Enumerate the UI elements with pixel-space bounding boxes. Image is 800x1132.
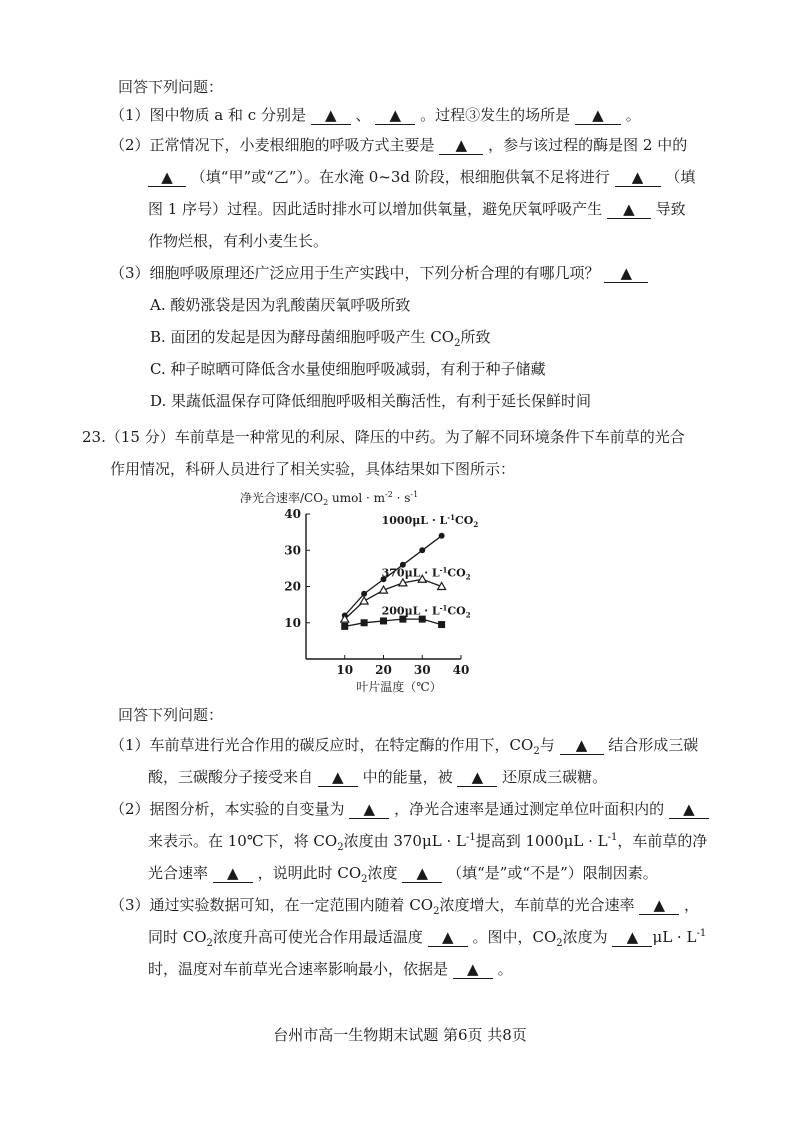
- q23-p1-text: 还原成三碳糖。: [502, 768, 608, 786]
- q22-p1-text-d: 。: [625, 106, 641, 124]
- q22-p1-text-c: 。过程③发生的场所是: [420, 106, 571, 124]
- q23-p2-text: 浓度由 370μL · L: [343, 832, 466, 850]
- answer-blank[interactable]: ▲: [453, 960, 493, 979]
- subscript: 2: [361, 874, 368, 885]
- chart-ylabel: 净光合速率$/CO_2$ umol · $m^{-2} \cdot s^{-1}$: [240, 490, 419, 507]
- q22-p1-text-b: 、: [355, 106, 371, 124]
- subscript: 2: [556, 938, 563, 949]
- q23-p2-text: ，净光合速率是通过测定单位叶面积内的: [394, 800, 665, 818]
- answer-blank[interactable]: ▲: [612, 928, 652, 947]
- data-point: [439, 533, 445, 539]
- series-label: $1000\mu L \cdot L^{-1}CO_2$: [381, 512, 479, 529]
- q23-p3-text: 浓度升高可使光合作用最适温度: [212, 928, 423, 946]
- data-point: [360, 597, 368, 604]
- series-line-square: [345, 619, 442, 626]
- chart-xlabel: 叶片温度（℃）: [356, 680, 442, 694]
- y-tick-label: 40: [284, 507, 301, 521]
- q23-p1-text: 结合形成三碳: [608, 736, 699, 754]
- q23-p2-text: 浓度: [367, 864, 398, 882]
- q22-p2-text: （填: [665, 168, 696, 186]
- data-point: [438, 621, 445, 628]
- option-d[interactable]: D. 果蔬低温保存可降低细胞呼吸相关酶活性，有利于延长保鲜时间: [150, 392, 592, 410]
- q23-part3-line3: [148, 958, 513, 980]
- q23-part3-line2: [148, 926, 706, 948]
- q23-part2-line3: [148, 862, 658, 884]
- option-c[interactable]: C. 种子晾晒可降低含水量使细胞呼吸减弱，有利于种子储藏: [150, 360, 546, 378]
- q22-p2-text: 图 1 序号）过程。因此适时排水可以增加供氧量，避免厌氧呼吸产生: [148, 200, 603, 218]
- q22-part1: [110, 104, 641, 126]
- data-point: [361, 619, 368, 626]
- answer-blank[interactable]: ▲: [575, 106, 621, 125]
- q23-part2-line1: [110, 798, 709, 820]
- x-tick-label: 30: [413, 663, 431, 677]
- q23-p3-text: μL · L: [652, 928, 697, 946]
- subscript: 2: [337, 842, 344, 853]
- q23-p3-text: 。: [497, 960, 513, 978]
- q23-p1-text: 中的能量，被: [362, 768, 453, 786]
- option-b[interactable]: [150, 326, 491, 348]
- answer-blank[interactable]: ▲: [402, 864, 442, 883]
- answer-blank[interactable]: ▲: [604, 264, 648, 283]
- q23-part3-line1: [110, 894, 699, 916]
- q23-p2-text: （填“是”或“不是”）限制因素。: [447, 864, 658, 882]
- q23-part1-line2: [148, 766, 607, 788]
- q23-p3-text: 浓度为: [562, 928, 608, 946]
- superscript: -1: [465, 832, 476, 843]
- q23-stem-line2: 作用情况，科研人员进行了相关实验，具体结果如下图所示：: [110, 460, 516, 478]
- q23-p2-text: （2）据图分析，本实验的自变量为: [110, 800, 345, 818]
- y-tick-label: 10: [284, 615, 301, 630]
- subscript: 2: [533, 746, 540, 757]
- answer-blank[interactable]: ▲: [560, 736, 604, 755]
- data-point: [341, 623, 348, 630]
- option-a[interactable]: A. 酸奶涨袋是因为乳酸菌厌氧呼吸所致: [150, 296, 411, 314]
- subscript: 2: [454, 338, 461, 349]
- q23-p2-text: 提高到 1000μL · L: [475, 832, 608, 850]
- subscript: 2: [206, 938, 213, 949]
- q23-p2-text: 来表示。在 10℃下，将 CO: [148, 832, 338, 850]
- answer-blank[interactable]: ▲: [311, 106, 351, 125]
- q22-p2-text: ，参与该过程的酶是图 2 中的: [488, 136, 688, 154]
- option-b-text: B. 面团的发起是因为酵母菌细胞呼吸产生 CO: [150, 328, 455, 346]
- q22-p2-text: （填“甲”或“乙”）。在水淹 0~3d 阶段，根细胞供氧不足将进行: [190, 168, 610, 186]
- x-tick-label: 10: [336, 663, 354, 677]
- q23-p3-text: 浓度增大，车前草的光合速率: [439, 896, 635, 914]
- option-b-text: 所致: [460, 328, 491, 346]
- answer-blank[interactable]: ▲: [639, 896, 679, 915]
- superscript: -1: [696, 928, 707, 939]
- q23-p1-text: 酸，三碳酸分子接受来自: [148, 768, 314, 786]
- q23-p3-text: 时，温度对车前草光合速率影响最小，依据是: [148, 960, 449, 978]
- answer-blank[interactable]: ▲: [457, 768, 497, 787]
- q22-part2-line3: [148, 198, 686, 220]
- q23-p2-text: 光合速率: [148, 864, 209, 882]
- x-tick-label: 20: [375, 663, 392, 677]
- answer-blank[interactable]: ▲: [615, 168, 661, 187]
- q23-stem-line1: 23.（15 分）车前草是一种常见的利尿、降压的中药。为了解不同环境条件下车前草的光合: [82, 428, 685, 446]
- subscript: 2: [433, 906, 440, 917]
- q23-intro: 回答下列问题：: [118, 706, 224, 724]
- page-footer: 台州市高一生物期末试题 第6页 共8页: [273, 1026, 527, 1044]
- q23-p1-text: 与: [539, 736, 555, 754]
- q23-part1-line1: [110, 734, 698, 756]
- series-label: $200\mu L \cdot L^{-1}CO_2$: [381, 603, 471, 620]
- x-tick-label: 40: [452, 663, 470, 677]
- answer-blank[interactable]: ▲: [349, 800, 389, 819]
- q23-p2-text: ，说明此时 CO: [257, 864, 362, 882]
- answer-blank[interactable]: ▲: [439, 136, 483, 155]
- q23-p3-text: 同时 CO: [148, 928, 207, 946]
- net-photosynthesis-chart: [236, 486, 516, 706]
- answer-blank[interactable]: ▲: [428, 928, 468, 947]
- answer-blank[interactable]: ▲: [375, 106, 415, 125]
- y-tick-label: 30: [284, 543, 301, 558]
- q22-part2-line4: 作物烂根，有利小麦生长。: [148, 232, 329, 250]
- q22-p2-text: （2）正常情况下，小麦根细胞的呼吸方式主要是: [110, 136, 435, 154]
- q22-part2-line1: [110, 134, 687, 156]
- q23-p3-text: （3）通过实验数据可知，在一定范围内随着 CO: [110, 896, 434, 914]
- series-label: $370\mu L \cdot L^{-1}CO_2$: [381, 565, 471, 582]
- q23-part2-line2: [148, 830, 707, 852]
- q22-p1-text-a: （1）图中物质 a 和 c 分别是: [110, 106, 306, 124]
- q22-p2-text: 导致: [655, 200, 686, 218]
- q23-p3-text: 。图中，CO: [472, 928, 557, 946]
- data-point: [380, 617, 387, 624]
- y-tick-label: 20: [284, 579, 301, 594]
- data-point: [419, 547, 425, 553]
- answer-blank[interactable]: ▲: [148, 168, 186, 187]
- answer-blank[interactable]: ▲: [213, 864, 253, 883]
- q22-p3-text: （3）细胞呼吸原理还广泛应用于生产实践中，下列分析合理的有哪几项？: [110, 264, 600, 282]
- answer-blank[interactable]: ▲: [669, 800, 709, 819]
- q22-part3: [110, 262, 648, 284]
- answer-blank[interactable]: ▲: [607, 200, 651, 219]
- superscript: -1: [607, 832, 618, 843]
- q23-p1-text: （1）车前草进行光合作用的碳反应时，在特定酶的作用下，CO: [110, 736, 534, 754]
- q23-p2-text: ，车前草的净: [617, 832, 708, 850]
- q22-part2-line2: [148, 166, 695, 188]
- q23-p3-text: ，: [684, 896, 700, 914]
- q22-intro: 回答下列问题：: [118, 78, 224, 96]
- answer-blank[interactable]: ▲: [318, 768, 358, 787]
